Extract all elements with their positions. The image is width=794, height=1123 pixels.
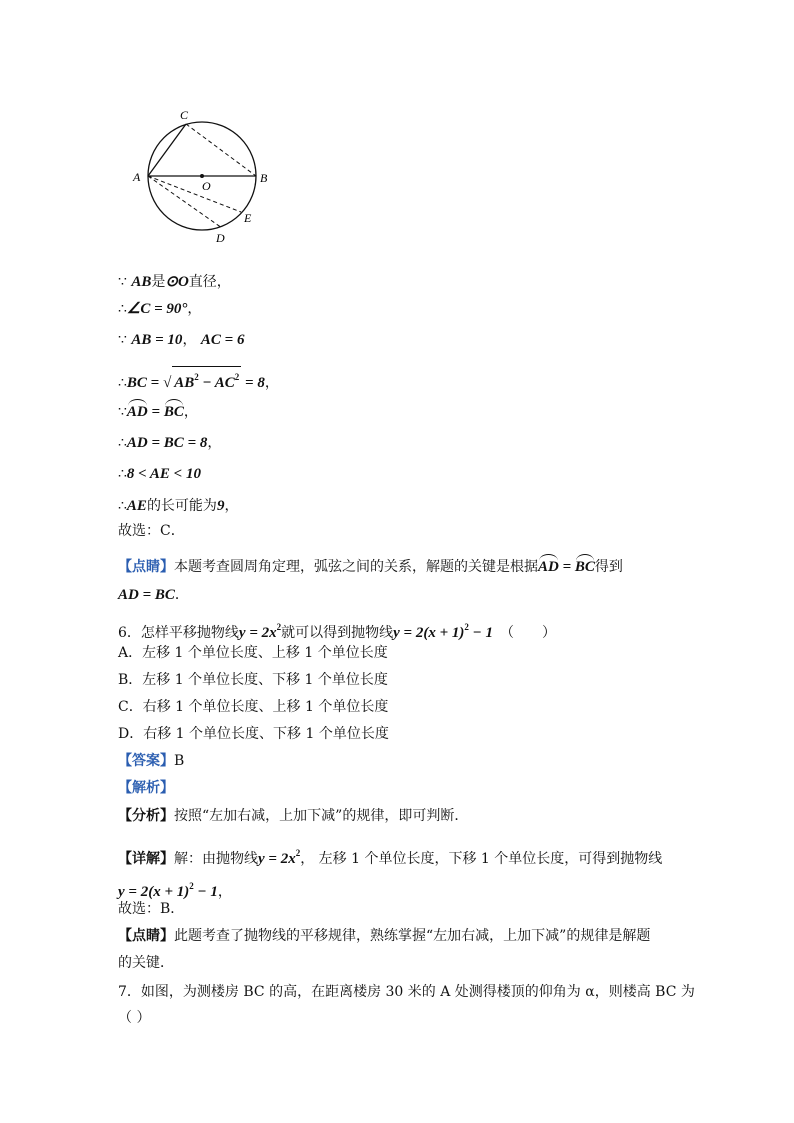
q6-choose: 故选：B． <box>118 901 185 917</box>
q6-fenxi: 【分析】按照“左加右减，上加下减”的规律，即可判断． <box>118 808 469 824</box>
chord-cb <box>186 124 256 176</box>
proof-line-7: ∴8 < AE < 10 <box>118 466 201 482</box>
proof-line-4: ∴BC = √ $AB^2 - AC^2 = 8$， <box>118 366 279 393</box>
comment-1: 【点睛】本题考查圆周角定理，弧弦之间的关系，解题的关键是根据AD = BC得到 <box>118 559 623 575</box>
proof-line-1: ∵ AB是⊙O直径， <box>118 274 231 290</box>
q7-paren: （ ） <box>118 1010 151 1026</box>
label-b: B <box>260 171 268 185</box>
proof-line-5: ∵AD = BC， <box>118 404 198 420</box>
center-o <box>200 174 204 178</box>
q6-option-d: D．右移 1 个单位长度、下移 1 个单位长度 <box>118 726 389 742</box>
q6-comment: 【点睛】此题考查了抛物线的平移规律，熟练掌握“左加右减，上加下减”的规律是解题 <box>118 928 651 944</box>
q7-stem: 7．如图，为测楼房 BC 的高，在距离楼房 30 米的 A 处测得楼顶的仰角为 α，则楼高 BC 为 <box>118 984 695 1000</box>
q6-answer: 【答案】B <box>118 753 185 769</box>
proof-line-6: ∴AD = BC = 8， <box>118 435 222 451</box>
label-o: O <box>202 179 211 193</box>
q6-detail: 【详解】解：由抛物线$y = 2x^2$， 左移 1 个单位长度，下移 1 个单位长度，可得到抛物线 <box>118 848 663 867</box>
q6-detail-line2: $y = 2(x + 1)^2 - 1$， <box>118 881 232 900</box>
proof-line-2: ∴∠C = 90°， <box>118 301 202 317</box>
q6-option-a: A．左移 1 个单位长度、上移 1 个单位长度 <box>118 645 388 661</box>
label-c: C <box>180 108 189 122</box>
proof-line-8: ∴AE的长可能为9， <box>118 498 239 514</box>
label-a: A <box>133 170 141 184</box>
q6-analysis-tag: 【解析】 <box>118 780 174 796</box>
chord-ae <box>148 176 241 212</box>
proof-choose: 故选：C． <box>118 523 185 539</box>
q6-option-b: B．左移 1 个单位长度、下移 1 个单位长度 <box>118 672 388 688</box>
chord-ad <box>148 176 222 228</box>
q6-stem: 6．怎样平移抛物线$y = 2x^2$就可以得到抛物线$y = 2(x + 1)^2 - 1$ （ ） <box>118 622 556 641</box>
q6-comment-line2: 的关键． <box>118 955 174 971</box>
comment-1-line2: AD = BC． <box>118 587 189 603</box>
q6-option-c: C．右移 1 个单位长度、上移 1 个单位长度 <box>118 699 389 715</box>
proof-line-3: ∵ AB = 10， AC = 6 <box>118 332 245 348</box>
label-e: E <box>244 211 252 225</box>
chord-ac <box>148 124 186 176</box>
label-d: D <box>216 231 225 245</box>
circle-figure <box>128 104 288 250</box>
